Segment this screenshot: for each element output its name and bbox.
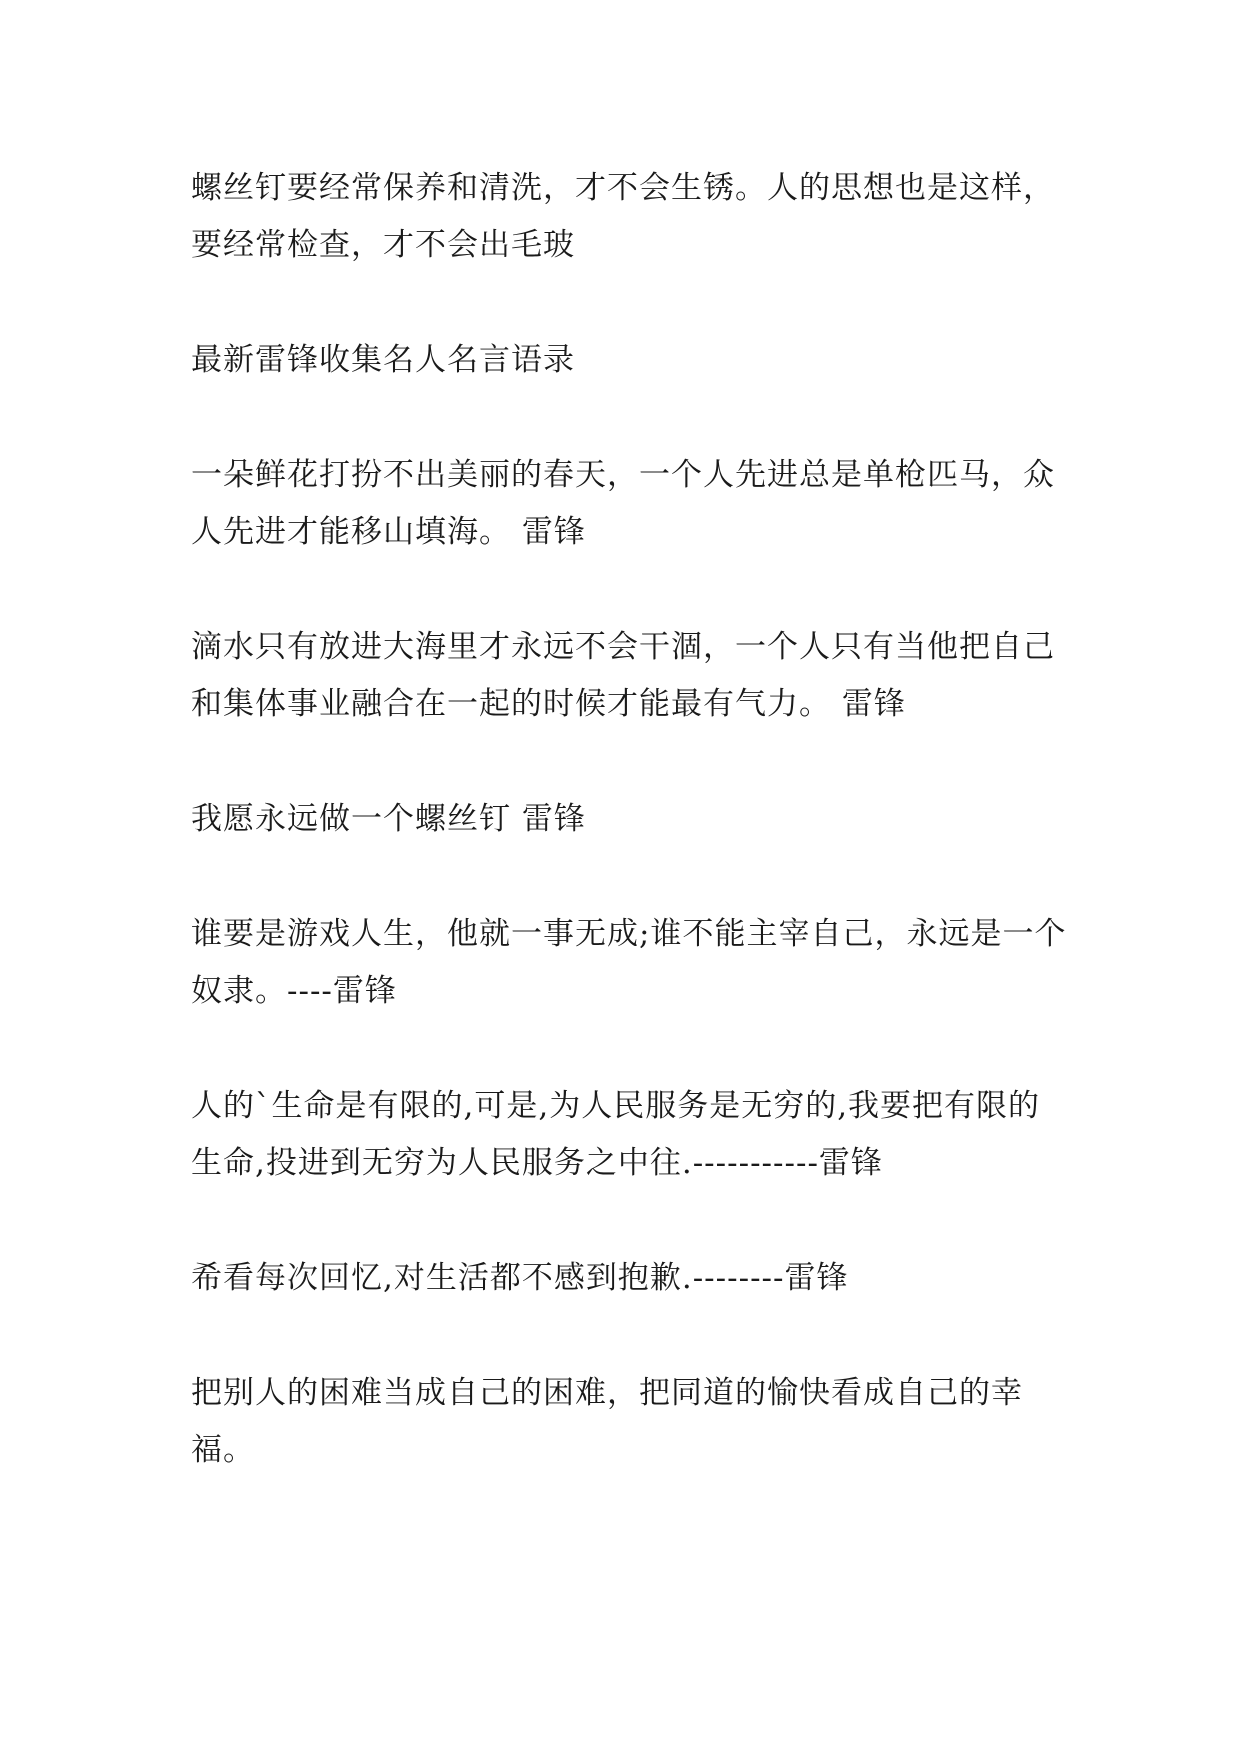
quote-water-drop: 滴水只有放进大海里才永远不会干涸，一个人只有当他把自己和集体事业融合在一起的时候才能最有气力。 雷锋 (191, 629, 1055, 722)
quote-memories: 希看每次回忆,对生活都不感到抱歉.--------雷锋 (191, 1260, 849, 1296)
quote-others-difficulty: 把别人的困难当成自己的困难，把同道的愉快看成自己的幸福。 (191, 1375, 1023, 1468)
quote-serve-people: 人的`生命是有限的,可是,为人民服务是无穷的,我要把有限的生命,投进到无穷为人民服务之中往.-----------雷锋 (191, 1088, 1041, 1181)
paragraph-screw-maintenance: 螺丝钉要经常保养和清洗，才不会生锈。人的思想也是这样，要经常检查，才不会出毛玻 (191, 170, 1055, 263)
quote-screw: 我愿永远做一个螺丝钉 雷锋 (191, 801, 586, 837)
section-heading: 最新雷锋收集名人名言语录 (191, 342, 575, 378)
document-body (191, 160, 1071, 1537)
quote-game-life: 谁要是游戏人生，他就一事无成;谁不能主宰自己，永远是一个奴隶。----雷锋 (191, 916, 1067, 1009)
quote-flower-spring: 一朵鲜花打扮不出美丽的春天，一个人先进总是单枪匹马，众人先进才能移山填海。 雷锋 (191, 457, 1055, 550)
